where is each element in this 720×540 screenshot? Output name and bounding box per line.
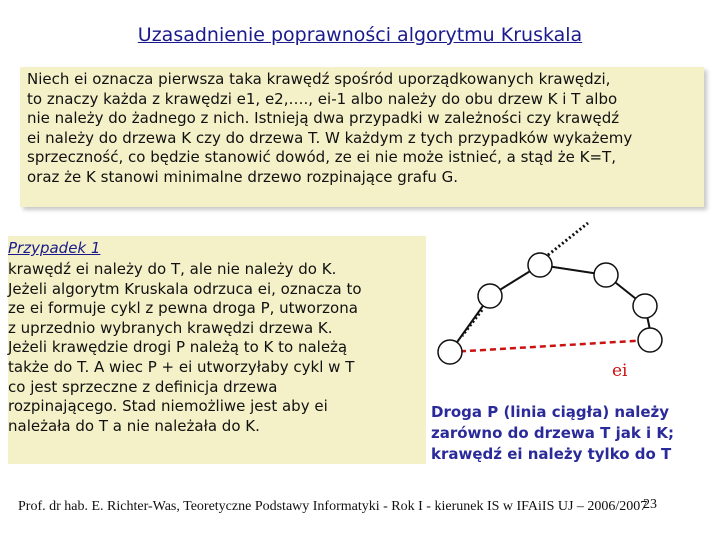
- graph-node: [638, 328, 662, 352]
- graph-node: [528, 253, 552, 277]
- dotted-edge: [548, 223, 588, 255]
- case-title: Przypadek 1: [8, 239, 101, 257]
- edge-ei: [450, 340, 650, 352]
- diagram-caption: Droga P (linia ciągła) należy zarówno do drzewa T jak i K; krawędź ei należy tylko do T: [431, 403, 675, 463]
- intro-text: Niech ei oznacza pierwsza taka krawędź spośród uporządkowanych krawędzi, to znaczy każda z krawędzi e1, e2,…., ei-1 albo należy do obu drzew K i T albo nie należy do żadnego z nich. Istnieją dwa przypadki w zależności czy krawędź ei należy do drzewa K czy do drzewa T. W każdym z tych przypadków wykażemy sprzeczność, co będzie stanowić dowód, ze ei nie może istnieć, a stąd że K=T, oraz że K stanowi minimalne drzewo rozpinające grafu G.: [27, 70, 633, 186]
- slide-title: Uzasadnienie poprawności algorytmu Kruskala: [137, 24, 583, 46]
- edge-ei-label: ei: [612, 361, 628, 381]
- page-number: 23: [643, 497, 657, 512]
- graph-node: [438, 340, 462, 364]
- graph-node: [478, 284, 502, 308]
- case-text: krawędź ei należy do T, ale nie należy do K. Jeżeli algorytm Kruskala odrzuca ei, oznacza to ze ei formuje cykl z pewna droga P, utworzona z uprzednio wybranych krawędzi drzewa K. Jeżeli krawędzie drogi P należą to K to należą także do T. A wiec P + ei utworzyłaby cykl w T co jest sprzeczne z definicja drzewa rozpinającego. Stad niemożliwe jest aby ei należała do T a nie należała do K.: [8, 260, 362, 435]
- graph-node: [633, 294, 657, 318]
- footer: Prof. dr hab. E. Richter-Was, Teoretyczne Podstawy Informatyki - Rok I - kierunek IS w IFAiIS UJ – 2006/2007: [18, 499, 648, 514]
- graph-node: [594, 263, 618, 287]
